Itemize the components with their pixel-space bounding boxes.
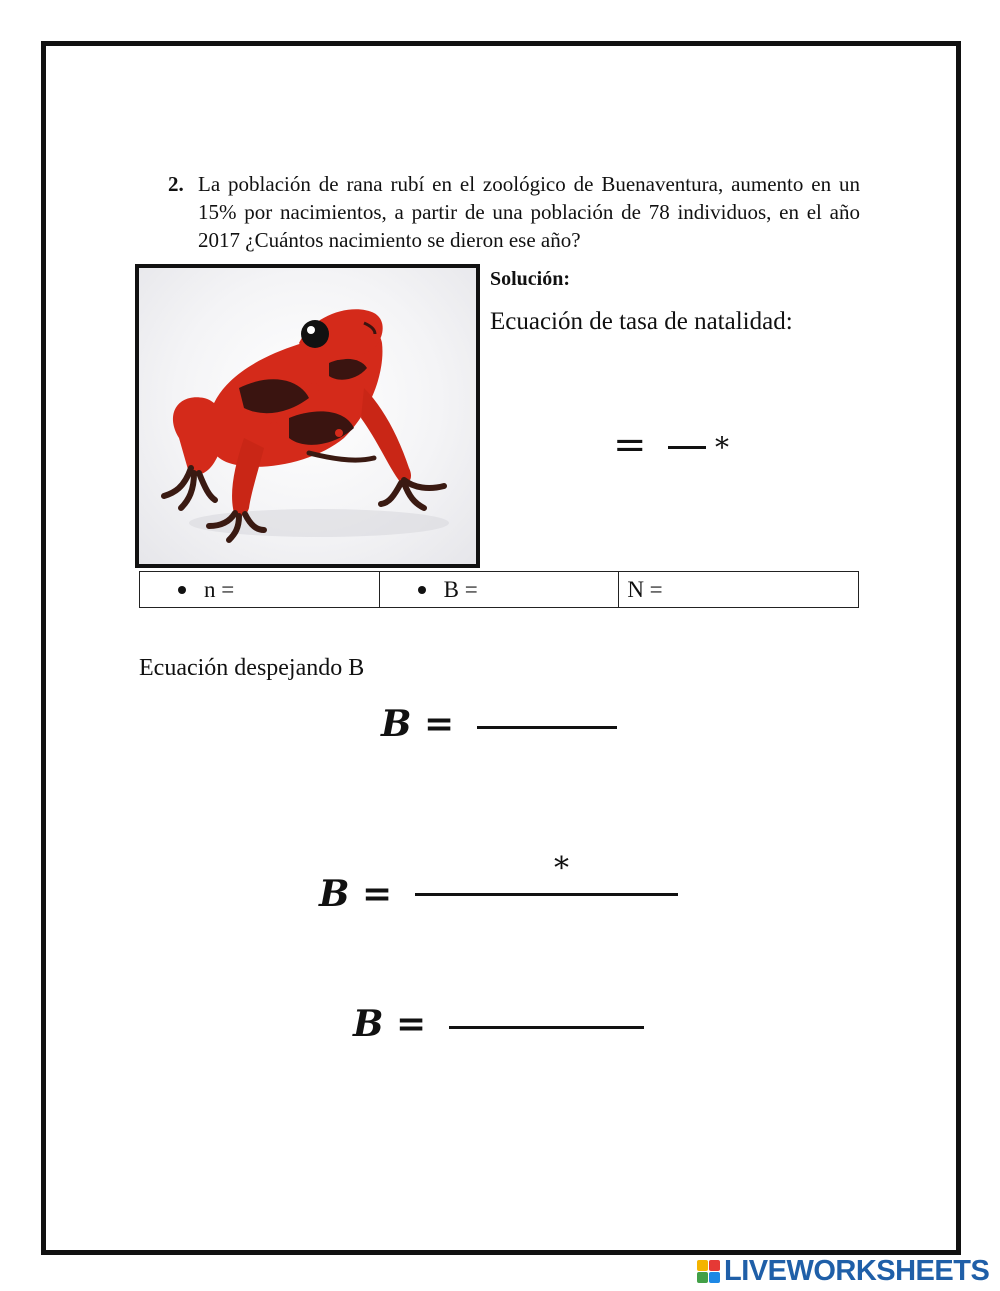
variable-n-label: n =	[204, 576, 235, 602]
formula-1-lhs: B =	[381, 703, 455, 745]
red-frog-illustration	[139, 268, 476, 564]
formula-2	[319, 850, 681, 920]
natality-equation	[613, 422, 753, 475]
brand-name: LIVEWORKSHEETS	[724, 1254, 990, 1287]
fraction-bar	[668, 446, 706, 449]
bullet-icon	[418, 586, 426, 594]
bullet-icon	[178, 586, 186, 594]
multiply-symbol: *	[715, 431, 729, 464]
question-number: 2.	[168, 172, 184, 196]
variable-b-label: B =	[443, 576, 478, 602]
variable-n-cell[interactable]	[140, 572, 380, 608]
question-text: La población de rana rubí en el zoológico de Buenaventura, aumento en un 15% por nacimientos, a partir de una población de 78 individuos, en el año 2017 ¿Cuántos nacimiento se dieron ese año?	[198, 172, 860, 252]
variables-table	[139, 571, 859, 608]
liveworksheets-logo-icon	[697, 1260, 720, 1283]
frog-image	[135, 264, 480, 568]
formula-2-blank[interactable]	[415, 893, 678, 896]
formula-2-lhs: B =	[319, 873, 393, 915]
logo-square-yellow	[697, 1260, 708, 1271]
formula-1	[381, 702, 621, 752]
logo-square-green	[697, 1272, 708, 1283]
logo-square-red	[709, 1260, 720, 1271]
formula-1-blank[interactable]	[477, 726, 617, 729]
logo-square-blue	[709, 1272, 720, 1283]
formula-3-blank[interactable]	[449, 1026, 644, 1029]
formula-2-multiply-symbol: *	[554, 851, 569, 886]
formula-3-lhs: B =	[353, 1003, 427, 1045]
variable-b-cell[interactable]	[379, 572, 619, 608]
question-block	[168, 170, 860, 254]
formula-3	[353, 1002, 648, 1052]
variable-big-n-label: N =	[627, 576, 663, 602]
natality-equation-title: Ecuación de tasa de natalidad:	[490, 308, 793, 335]
variable-big-n-cell[interactable]	[619, 572, 859, 608]
derivation-title: Ecuación despejando B	[139, 655, 365, 681]
liveworksheets-brand[interactable]	[697, 1254, 989, 1288]
equals-sign: =	[613, 422, 647, 468]
solution-label: Solución:	[490, 268, 571, 290]
